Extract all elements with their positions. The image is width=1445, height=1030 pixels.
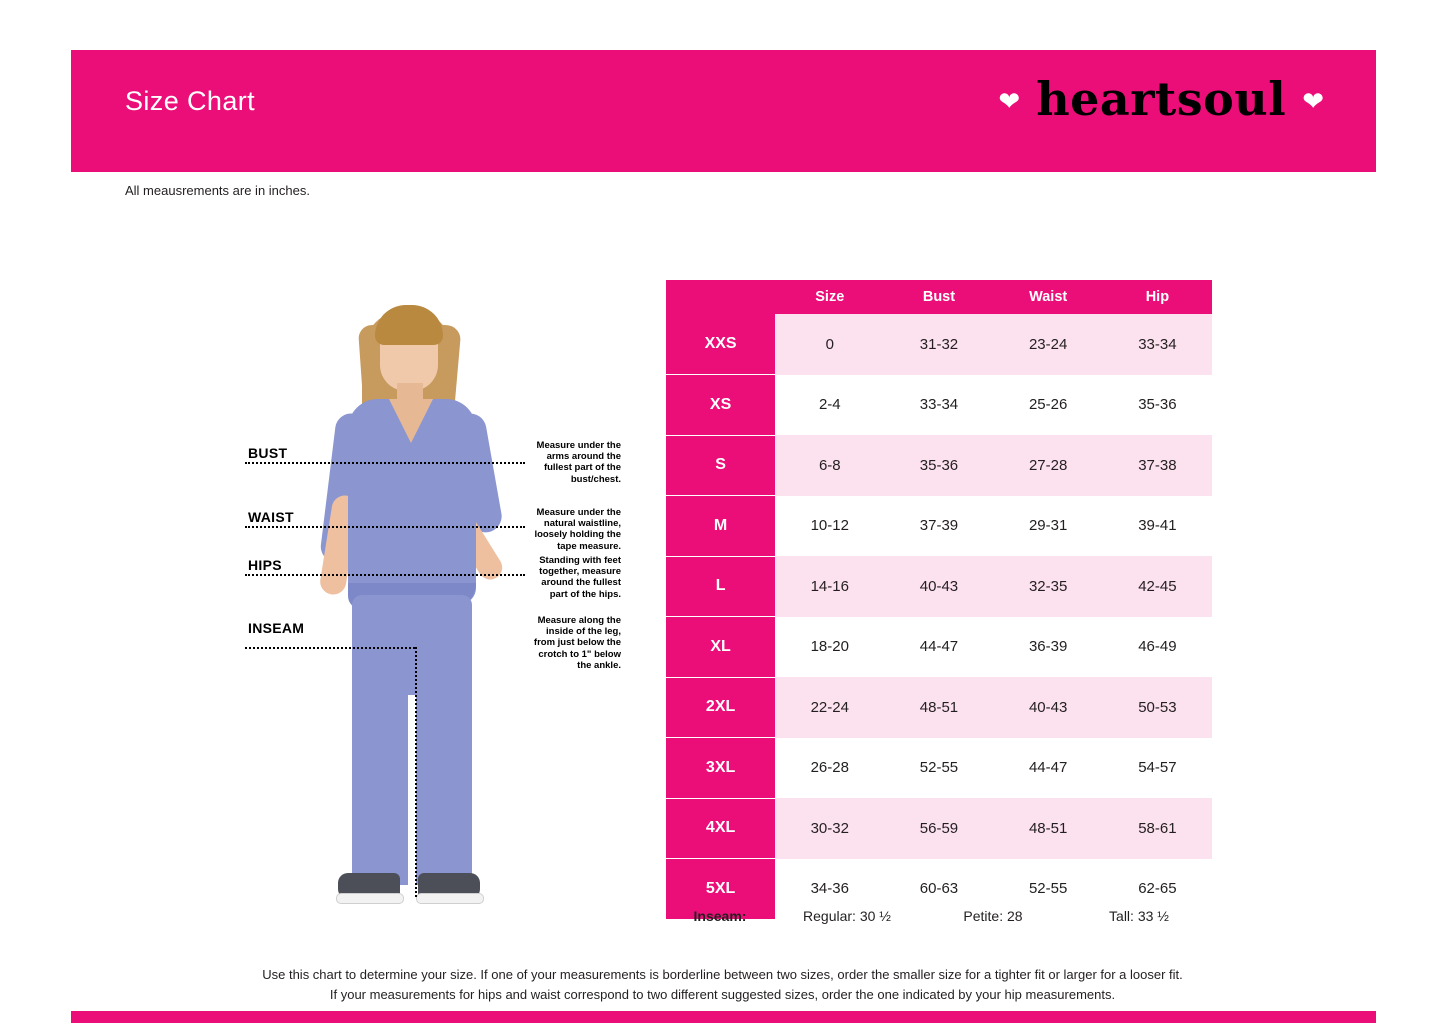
cell-size: 30-32 <box>775 798 884 859</box>
size-table <box>666 280 1212 920</box>
row-label: 5XL <box>666 859 775 920</box>
cell-hip: 42-45 <box>1103 556 1212 617</box>
cell-bust: 48-51 <box>884 677 993 738</box>
cell-hip: 62-65 <box>1103 859 1212 920</box>
table-row <box>666 496 1212 557</box>
cell-hip: 39-41 <box>1103 496 1212 557</box>
heart-icon-left: ❤ <box>998 86 1021 116</box>
table-row <box>666 435 1212 496</box>
guide-line-inseam <box>245 647 415 649</box>
cell-size: 2-4 <box>775 375 884 436</box>
guide-label-hips: HIPS <box>248 557 282 573</box>
guide-desc-bust: Measure under the arms around the fullest part of the bust/chest. <box>536 440 621 485</box>
cell-size: 0 <box>775 314 884 375</box>
cell-size: 34-36 <box>775 859 884 920</box>
cell-hip: 54-57 <box>1103 738 1212 799</box>
cell-hip: 35-36 <box>1103 375 1212 436</box>
row-label: XS <box>666 375 775 436</box>
cell-bust: 56-59 <box>884 798 993 859</box>
col-header-bust: Bust <box>884 280 993 314</box>
row-label: 2XL <box>666 677 775 738</box>
guide-line-hips <box>245 574 525 576</box>
col-header-blank <box>666 280 775 314</box>
cell-hip: 50-53 <box>1103 677 1212 738</box>
cell-size: 10-12 <box>775 496 884 557</box>
inseam-petite: Petite: 28 <box>963 908 1023 924</box>
inseam-label: Inseam: <box>693 908 747 924</box>
cell-waist: 29-31 <box>994 496 1103 557</box>
cell-hip: 58-61 <box>1103 798 1212 859</box>
model-shoe-left-sole <box>336 893 404 904</box>
footer-line-1: Use this chart to determine your size. If one of your measurements is borderline between two sizes, order the smaller size for a tighter fit or larger for a looser fit. <box>262 967 1183 982</box>
cell-waist: 48-51 <box>994 798 1103 859</box>
cell-hip: 46-49 <box>1103 617 1212 678</box>
col-header-hip: Hip <box>1103 280 1212 314</box>
cell-bust: 52-55 <box>884 738 993 799</box>
table-row <box>666 556 1212 617</box>
guide-label-waist: WAIST <box>248 509 294 525</box>
cell-waist: 36-39 <box>994 617 1103 678</box>
page-title: Size Chart <box>125 86 256 116</box>
heart-icon-right: ❤ <box>1302 86 1324 116</box>
row-label: XL <box>666 617 775 678</box>
guide-line-bust <box>245 462 525 464</box>
measurement-note: All meausrements are in inches. <box>125 183 310 198</box>
row-label: 4XL <box>666 798 775 859</box>
cell-size: 18-20 <box>775 617 884 678</box>
row-label: S <box>666 435 775 496</box>
footer-note <box>0 965 1445 1005</box>
cell-waist: 52-55 <box>994 859 1103 920</box>
model-shoe-right-sole <box>416 893 484 904</box>
cell-waist: 32-35 <box>994 556 1103 617</box>
guide-line-waist <box>245 526 525 528</box>
row-label: M <box>666 496 775 557</box>
cell-bust: 33-34 <box>884 375 993 436</box>
cell-bust: 35-36 <box>884 435 993 496</box>
brand-logo <box>998 72 1324 126</box>
table-row <box>666 677 1212 738</box>
row-label: 3XL <box>666 738 775 799</box>
cell-size: 22-24 <box>775 677 884 738</box>
model-figure <box>270 295 540 920</box>
table-row <box>666 375 1212 436</box>
guide-label-bust: BUST <box>248 445 288 461</box>
row-label: L <box>666 556 775 617</box>
footer-line-2: If your measurements for hips and waist correspond to two different suggested sizes, order the one indicated by your hip measurements. <box>329 987 1116 1003</box>
cell-bust: 37-39 <box>884 496 993 557</box>
table-row <box>666 617 1212 678</box>
table-header-row <box>666 280 1212 314</box>
cell-bust: 60-63 <box>884 859 993 920</box>
cell-size: 14-16 <box>775 556 884 617</box>
guide-line-inseam-vertical <box>415 647 417 897</box>
cell-waist: 27-28 <box>994 435 1103 496</box>
table-row <box>666 738 1212 799</box>
cell-bust: 44-47 <box>884 617 993 678</box>
table-row <box>666 798 1212 859</box>
cell-waist: 25-26 <box>994 375 1103 436</box>
guide-desc-inseam: Measure along the inside of the leg, from just below the crotch to 1" below the ankle. <box>533 615 621 671</box>
cell-waist: 40-43 <box>994 677 1103 738</box>
header-bar <box>71 50 1376 172</box>
cell-size: 6-8 <box>775 435 884 496</box>
guide-desc-hips: Standing with feet together, measure around the fullest part of the hips. <box>539 555 621 600</box>
guide-desc-waist: Measure under the natural waistline, loosely holding the tape measure. <box>534 507 621 552</box>
col-header-size: Size <box>775 280 884 314</box>
inseam-tall: Tall: 33 ½ <box>1109 908 1169 924</box>
cell-waist: 44-47 <box>994 738 1103 799</box>
inseam-regular: Regular: 30 ½ <box>803 908 891 924</box>
guide-label-inseam: INSEAM <box>248 620 305 636</box>
cell-waist: 23-24 <box>994 314 1103 375</box>
cell-hip: 37-38 <box>1103 435 1212 496</box>
cell-bust: 31-32 <box>884 314 993 375</box>
col-header-waist: Waist <box>994 280 1103 314</box>
table-row <box>666 314 1212 375</box>
model-hair-top <box>375 305 443 345</box>
cell-size: 26-28 <box>775 738 884 799</box>
cell-bust: 40-43 <box>884 556 993 617</box>
brand-name: heartsoul <box>1036 72 1287 126</box>
cell-hip: 33-34 <box>1103 314 1212 375</box>
inseam-row <box>666 908 1212 924</box>
footer-bar <box>71 1011 1376 1023</box>
row-label: XXS <box>666 314 775 375</box>
size-table-wrapper <box>666 280 1212 920</box>
measurement-diagram <box>235 295 635 920</box>
